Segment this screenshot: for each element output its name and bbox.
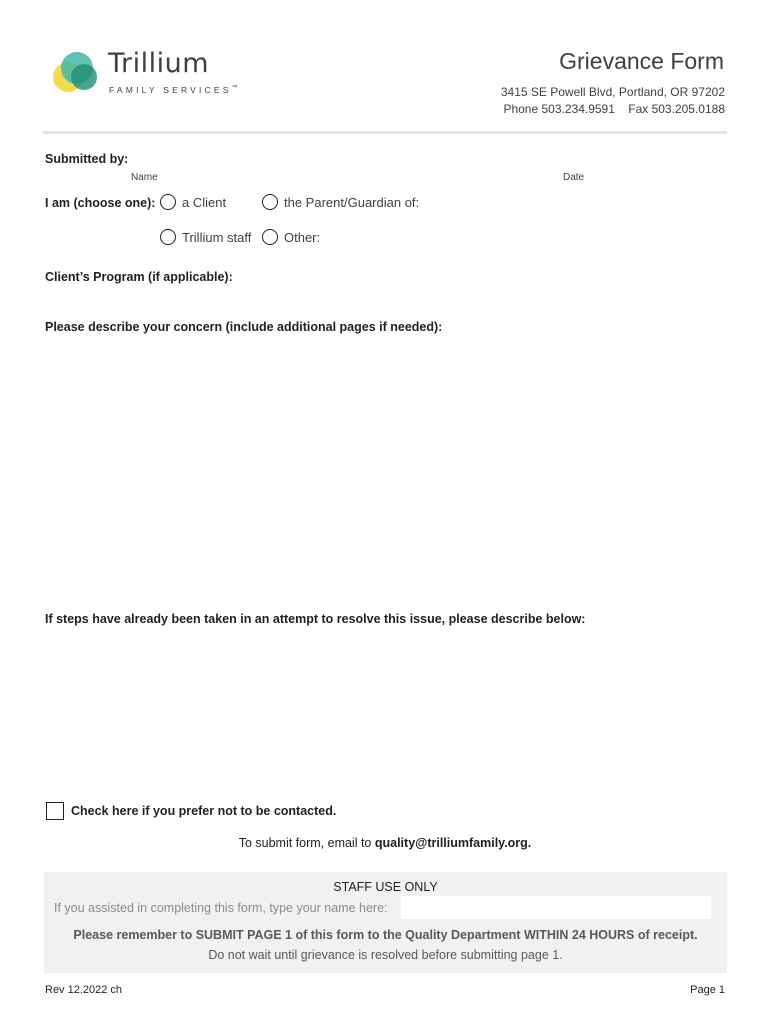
name-caption: Name	[131, 172, 158, 183]
submit-email-link[interactable]: quality@trilliumfamily.org.	[374, 836, 532, 850]
staff-radio[interactable]	[160, 229, 176, 245]
submit-note: Do not wait until grievance is resolved before submitting page 1.	[208, 948, 563, 962]
logo-wordmark: Trillium	[108, 48, 210, 79]
address: 3415 SE Powell Blvd, Portland, OR 97202	[500, 85, 725, 99]
steps-label: If steps have already been taken in an attempt to resolve this issue, please describe below:	[45, 612, 586, 626]
date-field[interactable]	[470, 150, 720, 170]
other-option-label: Other:	[284, 230, 321, 245]
staff-heading: STAFF USE ONLY	[333, 880, 438, 894]
submitted-by-label: Submitted by:	[45, 152, 129, 166]
client-option-label: a Client	[182, 195, 227, 210]
staff-use-panel	[44, 872, 727, 973]
assist-label: If you assisted in completing this form, type your name here:	[54, 901, 388, 915]
assist-name-input[interactable]	[401, 896, 711, 919]
steps-textarea[interactable]	[45, 635, 725, 785]
parent-guardian-radio[interactable]	[262, 194, 278, 210]
logo-trademark: ™	[231, 85, 238, 92]
fax: Fax 503.205.0188	[628, 102, 725, 116]
no-contact-label: Check here if you prefer not to be contacted.	[71, 804, 337, 818]
submit-reminder: Please remember to SUBMIT PAGE 1 of this form to the Quality Department WITHIN 24 HOURS of receipt.	[73, 928, 698, 942]
revision-label: Rev 12.2022 ch	[45, 984, 123, 996]
header-divider	[43, 131, 727, 134]
parent-guardian-option-label: the Parent/Guardian of:	[284, 195, 420, 210]
program-label: Client’s Program (if applicable):	[45, 270, 233, 284]
page-number: Page 1	[690, 984, 725, 996]
submit-prefix: To submit form, email to	[238, 836, 375, 850]
page-title: Grievance Form	[559, 48, 724, 74]
concern-label: Please describe your concern (include additional pages if needed):	[45, 320, 443, 334]
submit-instructions	[0, 836, 770, 850]
staff-option-label: Trillium staff	[182, 230, 252, 245]
client-radio[interactable]	[160, 194, 176, 210]
concern-textarea[interactable]	[45, 345, 725, 595]
name-field[interactable]	[128, 150, 428, 170]
no-contact-checkbox[interactable]	[46, 802, 64, 820]
parent-guardian-of-field[interactable]	[420, 193, 720, 213]
other-radio[interactable]	[262, 229, 278, 245]
i-am-label: I am (choose one):	[45, 196, 156, 210]
logo-subtitle: FAMILY SERVICES	[109, 85, 232, 95]
phone: Phone 503.234.9591	[503, 102, 615, 116]
date-caption: Date	[563, 172, 585, 183]
program-field[interactable]	[235, 268, 720, 288]
trillium-logo-icon	[48, 44, 106, 100]
other-field[interactable]	[325, 228, 720, 248]
